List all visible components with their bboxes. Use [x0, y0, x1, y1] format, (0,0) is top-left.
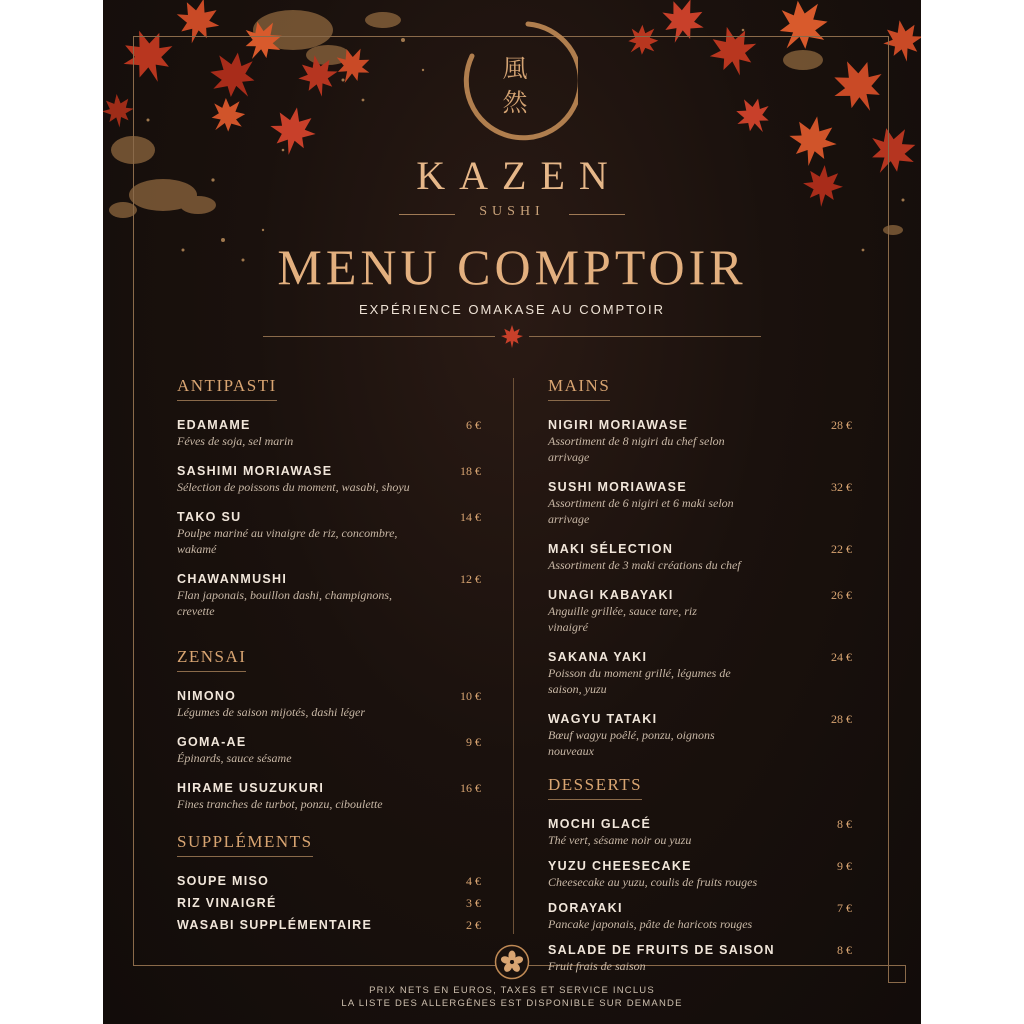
- item-price: 26 €: [831, 588, 852, 602]
- section-title-mains: MAINS: [548, 376, 610, 401]
- menu-item: [177, 509, 481, 557]
- menu-item: [548, 417, 852, 465]
- brand-sub-row: [399, 204, 625, 224]
- menu-title: MENU COMPTOIR: [277, 239, 747, 295]
- item-name: RIZ VINAIGRÉ: [177, 896, 277, 910]
- item-name: SASHIMI MORIAWASE: [177, 464, 333, 478]
- item-name: DORAYAKI: [548, 901, 623, 915]
- item-name: WAGYU TATAKI: [548, 712, 658, 726]
- item-price: 8 €: [837, 817, 852, 831]
- menu-item: [177, 873, 481, 889]
- desserts-list: [548, 816, 852, 974]
- item-price: 9 €: [466, 735, 481, 749]
- item-desc: Sélection de poissons du moment, wasabi, shoyu: [177, 480, 410, 494]
- brand-line-right: [569, 214, 625, 215]
- item-desc: Flan japonais, bouillon dashi, champignons, crevette: [177, 588, 393, 618]
- item-price: 28 €: [831, 418, 852, 432]
- title-divider-left: [263, 336, 495, 337]
- item-price: 8 €: [837, 943, 852, 957]
- item-name: SUSHI MORIAWASE: [548, 480, 687, 494]
- menu-item: [548, 858, 852, 890]
- brand-sub: SUSHI: [479, 204, 545, 219]
- item-desc: Poulpe mariné au vinaigre de riz, concombre, wakamé: [177, 526, 398, 556]
- item-price: 2 €: [466, 918, 481, 932]
- menu-item: [177, 463, 481, 495]
- section-title-antipasti: ANTIPASTI: [177, 376, 277, 401]
- menu-item: [177, 734, 481, 766]
- menu-subtitle: EXPÉRIENCE OMAKASE AU COMPTOIR: [358, 302, 666, 317]
- menu-item: [548, 942, 852, 974]
- menu-item: [177, 780, 481, 812]
- antipasti-list: [177, 417, 481, 619]
- item-name: NIGIRI MORIAWASE: [548, 418, 689, 432]
- menu-item: [548, 649, 852, 697]
- item-price: 9 €: [837, 859, 852, 873]
- item-price: 14 €: [460, 510, 481, 524]
- brand-name: KAZEN: [416, 153, 622, 198]
- item-price: 4 €: [466, 874, 481, 888]
- column-divider: [513, 378, 514, 934]
- item-name: UNAGI KABAYAKI: [548, 588, 674, 602]
- item-name: SALADE DE FRUITS DE SAISON: [548, 943, 775, 957]
- item-price: 7 €: [837, 901, 852, 915]
- item-desc: Assortiment de 6 nigiri et 6 maki selon arrivage: [548, 496, 734, 526]
- menu-item: [548, 711, 852, 759]
- menu-poster: [103, 0, 921, 1024]
- item-desc: Poisson du moment grillé, légumes de saison, yuzu: [548, 666, 731, 696]
- section-title-zensai: ZENSAI: [177, 647, 246, 672]
- menu-item: [548, 816, 852, 848]
- item-price: 16 €: [460, 781, 481, 795]
- item-desc: Épinards, sauce sésame: [177, 751, 292, 765]
- right-column: [548, 376, 852, 974]
- item-desc: Bœuf wagyu poêlé, ponzu, oignons nouveaux: [548, 728, 715, 758]
- item-name: GOMA-AE: [177, 735, 247, 749]
- item-desc: Légumes de saison mijotés, dashi léger: [177, 705, 365, 719]
- item-name: YUZU CHEESECAKE: [548, 859, 692, 873]
- menu-item: [177, 417, 481, 449]
- left-column: [177, 376, 481, 939]
- menu-item: [177, 571, 481, 619]
- menu-item: [177, 917, 481, 933]
- item-price: 28 €: [831, 712, 852, 726]
- kanji-kaze: 風: [502, 54, 528, 83]
- item-price: 6 €: [466, 418, 481, 432]
- item-desc: Fines tranches de turbot, ponzu, ciboulette: [177, 797, 383, 811]
- item-desc: Assortiment de 8 nigiri du chef selon arrivage: [548, 434, 725, 464]
- menu-item: [177, 895, 481, 911]
- section-title-supplements: SUPPLÉMENTS: [177, 832, 313, 857]
- section-title-desserts: DESSERTS: [548, 775, 642, 800]
- item-name: TAKO SU: [177, 510, 242, 524]
- frame-corner-ornament: [888, 965, 906, 983]
- item-name: CHAWANMUSHI: [177, 572, 288, 586]
- item-price: 22 €: [831, 542, 852, 556]
- kanji-zen: 然: [502, 88, 528, 117]
- item-price: 18 €: [460, 464, 481, 478]
- item-desc: Anguille grillée, sauce tare, riz vinaigré: [548, 604, 697, 634]
- item-price: 12 €: [460, 572, 481, 586]
- item-price: 10 €: [460, 689, 481, 703]
- item-name: SOUPE MISO: [177, 874, 270, 888]
- item-desc: Thé vert, sésame noir ou yuzu: [548, 833, 692, 847]
- item-price: 24 €: [831, 650, 852, 664]
- title-divider-right: [529, 336, 761, 337]
- item-desc: Pancake japonais, pâte de haricots rouges: [548, 917, 753, 931]
- item-desc: Assortiment de 3 maki créations du chef: [548, 558, 741, 572]
- item-desc: Fruit frais de saison: [548, 959, 646, 973]
- menu-item: [548, 541, 852, 573]
- footer-line-2: LA LISTE DES ALLERGÈNES EST DISPONIBLE SUR DEMANDE: [341, 998, 683, 1009]
- mains-list: [548, 417, 852, 759]
- item-name: HIRAME USUZUKURI: [177, 781, 325, 795]
- item-name: MOCHI GLACÉ: [548, 817, 652, 831]
- menu-item: [177, 688, 481, 720]
- item-name: MAKI SÉLECTION: [548, 542, 674, 556]
- logo-kanji: [501, 52, 529, 120]
- item-name: WASABI SUPPLÉMENTAIRE: [177, 918, 373, 932]
- item-desc: Féves de soja, sel marin: [177, 434, 294, 448]
- item-price: 3 €: [466, 896, 481, 910]
- item-name: SAKANA YAKI: [548, 650, 648, 664]
- supplements-list: [177, 873, 481, 933]
- item-desc: Cheesecake au yuzu, coulis de fruits rouges: [548, 875, 758, 889]
- menu-item: [548, 479, 852, 527]
- menu-item: [548, 587, 852, 635]
- footer-line-1: PRIX NETS EN EUROS, TAXES ET SERVICE INCLUS: [369, 985, 655, 996]
- item-name: NIMONO: [177, 689, 237, 703]
- zensai-list: [177, 688, 481, 812]
- item-price: 32 €: [831, 480, 852, 494]
- menu-item: [548, 900, 852, 932]
- item-name: EDAMAME: [177, 418, 251, 432]
